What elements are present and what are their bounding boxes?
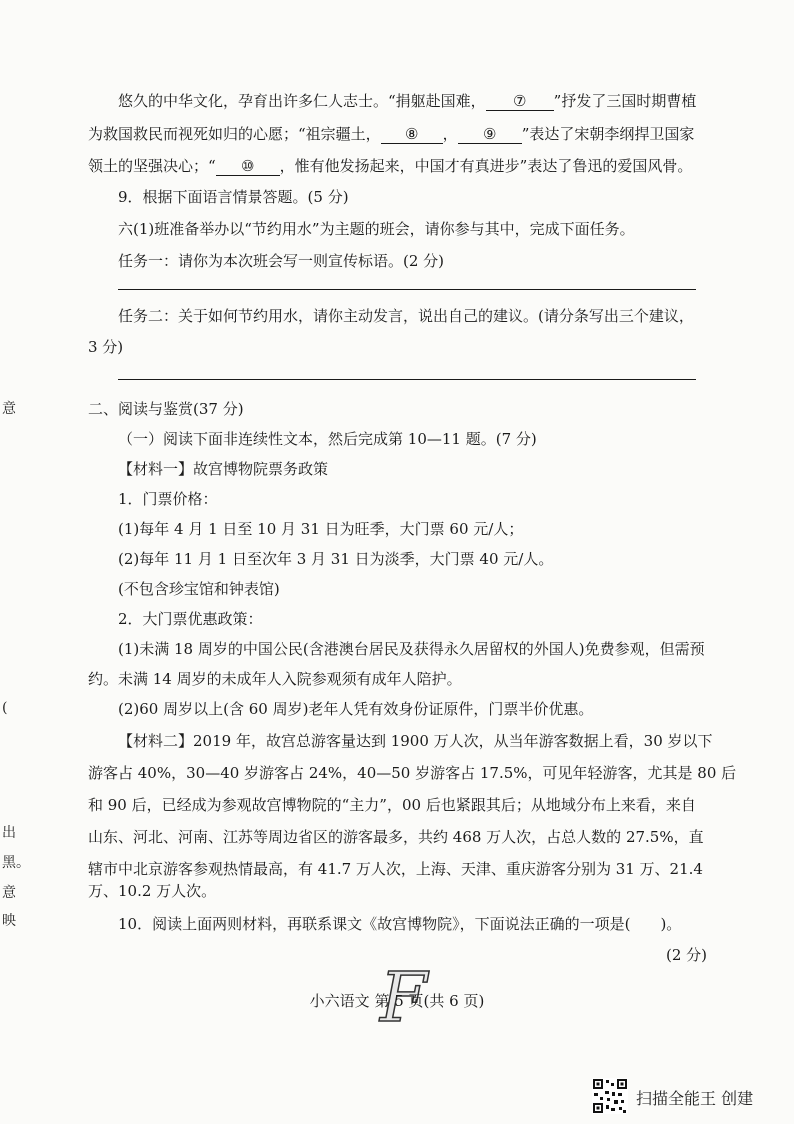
q9-task2-line1: 任务二：关于如何节约用水，请你主动发言，说出自己的建议。(请分条写出三个建议， bbox=[118, 307, 694, 325]
material-2-line6: 万、10.2 万人次。 bbox=[88, 882, 217, 900]
blank-9[interactable]: ⑨ bbox=[458, 125, 522, 144]
margin-fragment: 黑。 bbox=[2, 855, 30, 871]
section-2-title: 二、阅读与鉴赏(37 分) bbox=[88, 400, 244, 418]
material-2-line1: 【材料二】2019 年，故宫总游客量达到 1900 万人次，从当年游客数据上看，30 岁以下 bbox=[118, 732, 713, 750]
poem-line-3 bbox=[88, 155, 692, 176]
answer-line-task2[interactable] bbox=[118, 379, 696, 380]
poem-line-1 bbox=[118, 90, 696, 111]
peak-season-text: (1)每年 4 月 1 日至 10 月 31 日为旺季，大门票 60 元/人； bbox=[118, 520, 524, 538]
text: 为救国救民而视死如归的心愿；“祖宗疆土， bbox=[88, 125, 381, 143]
discount-1-line2: 约。未满 14 周岁的未成年人入院参观须有成年人陪护。 bbox=[88, 670, 462, 688]
q9-task1: 任务一：请你为本次班会写一则宣传标语。(2 分) bbox=[118, 252, 445, 270]
text: ， bbox=[442, 125, 458, 143]
answer-line-task1[interactable] bbox=[118, 289, 696, 290]
discount-1-line1: (1)未满 18 周岁的中国公民(含港澳台居民及获得永久居留权的外国人)免费参观，但需预 bbox=[118, 640, 705, 658]
exam-letter-stamp: F bbox=[380, 959, 428, 1038]
material-2-line4: 山东、河北、河南、江苏等周边省区的游客最多，共约 468 万人次，占总人数的 27.5%，直 bbox=[88, 828, 704, 846]
material-2-line2: 游客占 40%，30—40 岁游客占 24%，40—50 岁游客占 17.5%，可见年轻游客，尤其是 80 后 bbox=[88, 764, 737, 782]
q9-title: 9．根据下面语言情景答题。(5 分) bbox=[118, 188, 349, 206]
text: 领土的坚强决心；“ bbox=[88, 157, 216, 175]
margin-fragment: 出 bbox=[2, 825, 16, 841]
poem-line-2 bbox=[88, 123, 694, 144]
q10-text: 10．阅读上面两则材料，再联系课文《故宫博物院》，下面说法正确的一项是( )。 bbox=[118, 915, 682, 933]
q9-task2-line2: 3 分) bbox=[88, 338, 124, 356]
discount-2: (2)60 周岁以上(含 60 周岁)老年人凭有效身份证原件，门票半价优惠。 bbox=[118, 700, 594, 718]
q10-points: (2 分) bbox=[666, 946, 708, 964]
qr-code-icon bbox=[592, 1078, 628, 1114]
margin-fragment: 映 bbox=[2, 913, 16, 929]
blank-10[interactable]: ⑩ bbox=[216, 157, 280, 176]
material-1-heading: 【材料一】故宫博物院票务政策 bbox=[118, 460, 329, 478]
text: ”表达了宋朝李纲捍卫国家 bbox=[521, 125, 695, 143]
blank-7[interactable]: ⑦ bbox=[486, 92, 554, 111]
exclusion-note: (不包含珍宝馆和钟表馆) bbox=[118, 580, 280, 598]
text: 悠久的中华文化，孕育出许多仁人志士。“捐躯赴国难， bbox=[118, 92, 486, 110]
ticket-price-heading: 1．门票价格： bbox=[118, 490, 218, 508]
margin-fragment: 意 bbox=[2, 401, 16, 417]
q9-intro: 六(1)班准备举办以“节约用水”为主题的班会，请你参与其中，完成下面任务。 bbox=[118, 220, 635, 238]
blank-8[interactable]: ⑧ bbox=[381, 125, 443, 144]
page-footer: 小六语文 第 5 页(共 6 页) bbox=[309, 992, 485, 1010]
off-season-text: (2)每年 11 月 1 日至次年 3 月 31 日为淡季，大门票 40 元/人。 bbox=[118, 550, 554, 568]
margin-fragment: ( bbox=[2, 700, 8, 716]
text: ”抒发了三国时期曹植 bbox=[553, 92, 697, 110]
material-2-line3: 和 90 后，已经成为参观故宫博物院的“主力”，00 后也紧跟其后；从地域分布上来看，来自 bbox=[88, 796, 696, 814]
subsection-1-title: （一）阅读下面非连续性文本，然后完成第 10—11 题。(7 分) bbox=[118, 430, 537, 448]
margin-fragment: 意 bbox=[2, 885, 16, 901]
text: ，惟有他发扬起来，中国才有真进步”表达了鲁迅的爱国风骨。 bbox=[279, 157, 693, 175]
material-2-line5: 辖市中北京游客参观热情最高，有 41.7 万人次，上海、天津、重庆游客分别为 31 万、21.4 bbox=[88, 860, 703, 878]
discount-heading: 2．大门票优惠政策： bbox=[118, 610, 263, 628]
scanner-watermark: 扫描全能王 创建 bbox=[636, 1089, 754, 1108]
